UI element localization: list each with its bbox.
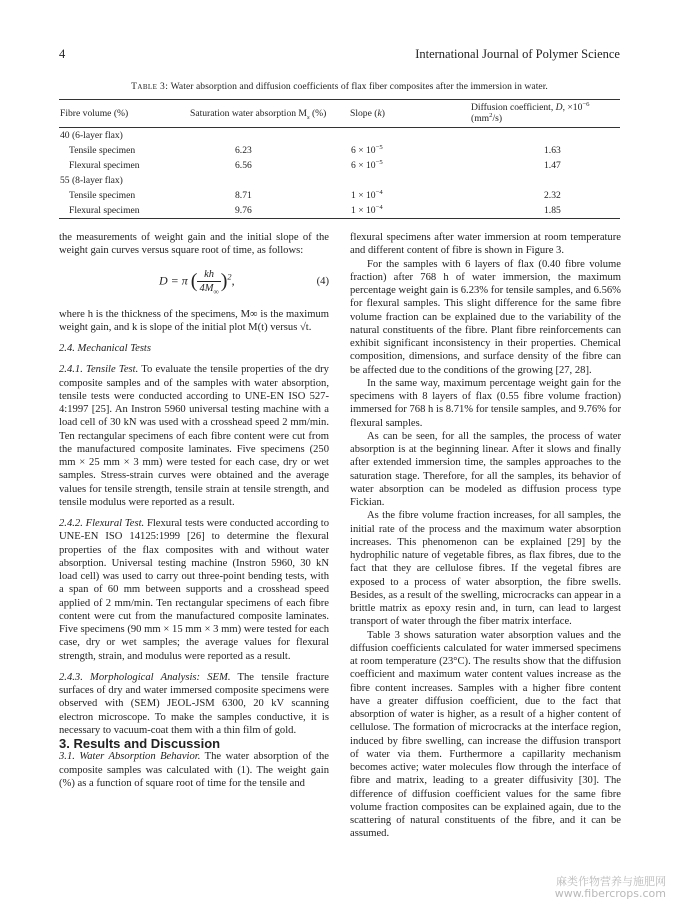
cell-slope: $6 \times 10^{-5}$: [351, 143, 383, 156]
col-header-slope: Slope (k): [350, 100, 471, 128]
cell-diffusion: 1.47: [544, 160, 561, 171]
equation-4: D = π ( $\frac{kh}{4M_\infty}$ )$^2$, (4): [159, 268, 329, 296]
paragraph: For the samples with 6 layers of flax (0.40 fibre volume fraction) after 768 h of water immersion, the maximum percentage weight gain is 6.23% for tensile samples, and 6.56% for flexural samples. This slight difference for the same fibre volume fraction can be explained due to the variability of the natural constituents of the fibre. Plant fibre reinforcements can exhibit significant inconsistency in their properties. Chemical composition, dimensions, and surface density of the fibre can be affected due to the conditions of the growing [27, 28].: [350, 258, 621, 376]
cell-diffusion: 1.63: [544, 145, 561, 156]
paragraph: 2.4.2. Flexural Test. Flexural tests were conducted according to UNE-EN ISO 14125:1999 [26] to determine the flexural properties of the flax composites with and without water absorption. Universal testing machine (Instron 5960, 30 kN load cell) was used to carry out three-point bending tests, with a span of 60 mm between supports and a crosshead speed applied of 2 mm/min. Ten rectangular specimens of each fibre content were cut from the manufactured composite laminates. Five specimens (90 mm × 15 mm × 3 mm) were tested for each case, dry or wet samples; the average values for flexural strength, strain, and modulus were reported as a result.: [59, 518, 329, 662]
cell-diffusion: 2.32: [544, 190, 561, 201]
page-number: 4: [59, 47, 66, 61]
right-column: [350, 231, 621, 841]
paragraph: As the fibre volume fraction increases, for all samples, the initial rate of the process and the maximum water absorption increases. This phenomenon can be explained [29] by the hydrophilic nature of vegetable fibres, as flax fibres, due to the fact that they are cellulose fibres. If the vegetal fibres are exposed to a process of water absorption, the fibre swells. Besides, as a result of the swelling, microcracks can appear in a brittle matrix as epoxy resin and, in turn, can lead to largest transport of water through the fiber matrix interface.: [350, 510, 621, 628]
cell-slope: $1 \times 10^{-4}$: [351, 188, 383, 201]
cell-saturation: 6.23: [235, 145, 252, 156]
table-caption: [59, 81, 620, 92]
table-row: [59, 188, 620, 203]
watermark: [555, 876, 666, 900]
table-group-row: [59, 173, 620, 188]
subsection-heading: 2.4.2. Flexural Test.: [59, 518, 145, 529]
cell-saturation: 8.71: [235, 190, 252, 201]
eq-exponent: 2: [227, 272, 232, 281]
cell-slope: $1 \times 10^{-4}$: [350, 203, 471, 219]
cell-saturation: 6.56: [235, 160, 252, 171]
equation-number: (4): [316, 275, 329, 287]
section-heading-3: 3. Results and Discussion: [59, 736, 221, 751]
table-caption-text: Water absorption and diffusion coefficients of flax fiber composites after the immersion in water.: [170, 81, 548, 92]
row-name: Flexural specimen: [59, 203, 190, 219]
col-header-fibre-volume: Fibre volume (%): [59, 100, 190, 128]
subsection-heading: 2.4.1. Tensile Test.: [59, 364, 139, 376]
table-row: [59, 203, 620, 219]
paragraph: where h is the thickness of the specimens, M∞ is the maximum weight gain, and k is slope of the initial plot M(t) versus √t.: [59, 308, 329, 333]
journal-name: International Journal of Polymer Science: [415, 47, 620, 61]
paragraph: As can be seen, for all the samples, the process of water absorption is at the beginning linear. After it slows and finally after extended immersion time, the samples approaches to the saturation stage. Therefore, for all the samples, its behavior of water absorption can be modeled as diffusion process type Fickian.: [350, 430, 621, 508]
row-name: Tensile specimen: [69, 190, 136, 201]
table-header-row: [59, 100, 620, 128]
paragraph: the measurements of weight gain and the initial slope of the weight gain curves versus square root of time, as follows:: [59, 232, 329, 257]
table-group-row: [59, 128, 620, 144]
cell-slope: $6 \times 10^{-5}$: [351, 158, 383, 171]
subsection-heading: 3.1. Water Absorption Behavior.: [59, 751, 201, 763]
col-header-saturation: Saturation water absorption $M_s$ (%): [190, 100, 350, 128]
subsection-heading: 2.4.3. Morphological Analysis: SEM.: [59, 671, 231, 683]
cell-saturation: 9.76: [190, 203, 350, 219]
paragraph: 2.4.1. Tensile Test. To evaluate the tensile properties of the dry composite samples and of the samples with water absorption, tensile tests were conducted according to UNE-EN ISO 527-4:1997 [25]. An Instron 5960 universal testing machine with a load cell of 30 kN was used with a crosshead speed 2 mm/min. Ten rectangular specimens of each fibre content were cut from the manufactured composite laminates. Five specimens (250 mm × 25 mm × 3 mm) were tested for each case, dry or wet samples. Stress-strain curves were obtained and the average values for tensile strength, tensile strain at tensile strength, and tensile modulus were reported as a result.: [59, 364, 329, 508]
paragraph: Table 3 shows saturation water absorption values and the diffusion coefficients calculated for water immersed specimens at room temperature (23°C). The results show that the diffusion coefficient and maximum water content values increase as the fibre content increases. Samples with a higher fibre content have a greater diffusion coefficient, due to the fact that absorption of water is higher, as a result of a higher content of cellulose. The formation of microcracks at the interface region, induced by fibre swelling, can increase the diffusion transport of water via them. Furthermore a capillarity mechanism becomes active; water molecules flow through the interface of fibre and matrix, leading to a greater diffusivity [30]. The difference of diffusion coefficient values for the same fibre volume fraction composites can be explained again, due to the scattering of natural constituents of the fibre, and it can be assumed.: [350, 629, 621, 840]
paragraph: 2.4.3. Morphological Analysis: SEM. The tensile fracture surfaces of dry and water immersed composite specimens were observed with (SEM) JEOL-JSM 6300, 20 kV scanning electron microscope. To make the samples conductive, it is necessary to vacuum-coat them with a thin film of gold.: [59, 671, 329, 736]
cell-diffusion: 1.85: [471, 203, 620, 219]
paragraph: In the same way, maximum percentage weight gain for the specimens with 8 layers of flax (0.55 fibre volume fraction) immersed for 768 h is 8.71% for tensile samples, and 9.76% for flexural samples.: [350, 377, 621, 429]
left-column: [59, 231, 329, 790]
watermark-line-1: 麻类作物营养与施肥网: [556, 875, 666, 888]
paragraph: flexural specimens after water immersion at room temperature and different content of fibre is shown in Figure 3.: [350, 232, 621, 257]
table-row: [59, 143, 620, 158]
section-heading-2-4: 2.4. Mechanical Tests: [59, 343, 152, 354]
eq-lhs: D = π: [159, 273, 188, 287]
table-3: [59, 99, 620, 219]
row-name: Tensile specimen: [69, 145, 136, 156]
group-label: 55 (8-layer flax): [60, 175, 123, 186]
eq-fraction: $\frac{kh}{4M_\infty}$: [199, 268, 219, 296]
row-name: Flexural specimen: [69, 160, 140, 171]
watermark-line-2: www.fibercrops.com: [554, 887, 666, 900]
col-header-diffusion: Diffusion coefficient, D, $\times 10^{-6}$ $(mm^2/s)$: [471, 100, 620, 128]
group-label: 40 (6-layer flax): [60, 130, 123, 141]
paragraph: 3.1. Water Absorption Behavior. The water absorption of the composite samples was calculated with (1). The weight gain (%) as a function of square root of time for the tensile and: [59, 751, 329, 789]
table-row: [59, 158, 620, 173]
table-caption-label: Table 3:: [131, 81, 169, 92]
